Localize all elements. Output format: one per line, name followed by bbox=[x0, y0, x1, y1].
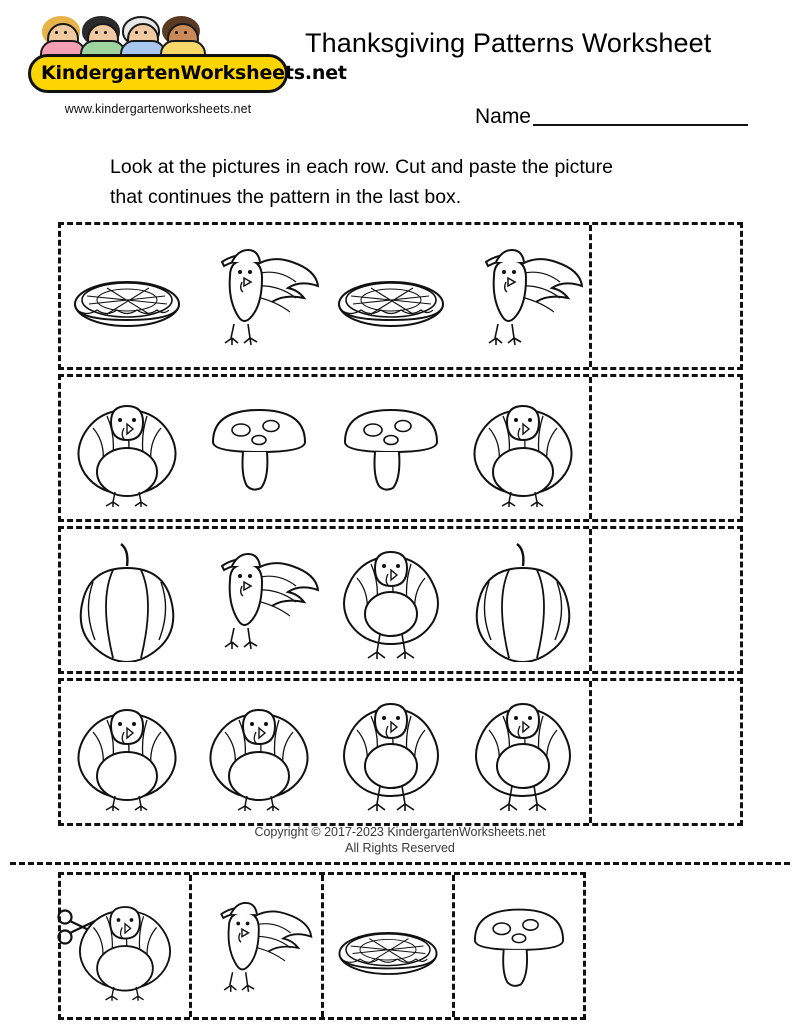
pattern-cell bbox=[61, 377, 193, 519]
cut-divider bbox=[10, 862, 790, 865]
instructions bbox=[110, 152, 710, 212]
turkey-round-icon bbox=[73, 888, 177, 1004]
pattern-cell bbox=[457, 529, 589, 671]
pattern-cell bbox=[193, 681, 325, 823]
pattern-cell bbox=[325, 529, 457, 671]
name-input-line[interactable] bbox=[533, 106, 748, 126]
rights-text: All Rights Reserved bbox=[345, 841, 455, 855]
answer-box[interactable] bbox=[589, 225, 740, 367]
pattern-rows bbox=[58, 222, 743, 830]
pattern-row bbox=[58, 526, 743, 674]
cut-out-item[interactable] bbox=[455, 875, 583, 1017]
worksheet-header bbox=[0, 0, 800, 140]
cut-out-strip bbox=[58, 872, 586, 1020]
turkey-round-icon bbox=[71, 388, 183, 508]
pattern-cell bbox=[325, 681, 457, 823]
pattern-cell bbox=[61, 681, 193, 823]
site-url: www.kindergartenworksheets.net bbox=[64, 102, 252, 116]
pattern-cell bbox=[193, 377, 325, 519]
answer-box[interactable] bbox=[589, 681, 740, 823]
pattern-cell bbox=[457, 225, 589, 367]
turkey-round-icon bbox=[203, 692, 315, 812]
cut-out-item[interactable] bbox=[324, 875, 455, 1017]
instructions-line-1: Look at the pictures in each row. Cut and paste the picture bbox=[110, 156, 613, 178]
cut-out-item[interactable] bbox=[192, 875, 323, 1017]
site-logo bbox=[28, 18, 347, 116]
pattern-cell bbox=[193, 225, 325, 367]
pie-icon bbox=[331, 258, 451, 334]
pumpkin-icon bbox=[465, 538, 581, 662]
turkey-round-icon bbox=[467, 388, 579, 508]
pattern-cell bbox=[61, 529, 193, 671]
page-title: Thanksgiving Patterns Worksheet bbox=[305, 28, 712, 58]
pumpkin-icon bbox=[69, 538, 185, 662]
logo-banner: KindergartenWorksheets.net bbox=[28, 54, 288, 93]
pilgrim-turkey-icon bbox=[197, 891, 315, 1001]
pattern-cell bbox=[61, 225, 193, 367]
pattern-row bbox=[58, 374, 743, 522]
footer-copyright bbox=[0, 824, 800, 856]
pattern-cell bbox=[457, 681, 589, 823]
pilgrim-turkey-icon bbox=[460, 238, 586, 354]
kid-figure-4 bbox=[158, 16, 204, 58]
kids-illustration bbox=[38, 18, 248, 58]
turkey-standing-icon bbox=[335, 538, 447, 662]
pie-icon bbox=[332, 910, 444, 982]
turkey-standing-icon bbox=[467, 690, 579, 814]
mushroom-icon bbox=[205, 400, 313, 496]
turkey-round-icon bbox=[71, 692, 183, 812]
mushroom-icon bbox=[467, 900, 571, 992]
name-label: Name bbox=[474, 105, 531, 128]
pattern-cell bbox=[193, 529, 325, 671]
mushroom-icon bbox=[337, 400, 445, 496]
pilgrim-turkey-icon bbox=[196, 542, 322, 658]
turkey-standing-icon bbox=[335, 690, 447, 814]
pie-icon bbox=[67, 258, 187, 334]
copyright-text: Copyright © 2017-2023 KindergartenWorksheets.net bbox=[254, 825, 546, 839]
answer-box[interactable] bbox=[589, 377, 740, 519]
answer-box[interactable] bbox=[589, 529, 740, 671]
pattern-cell bbox=[325, 225, 457, 367]
pattern-row bbox=[58, 222, 743, 370]
pattern-row bbox=[58, 678, 743, 826]
pilgrim-turkey-icon bbox=[196, 238, 322, 354]
cut-out-item[interactable] bbox=[61, 875, 192, 1017]
pattern-cell bbox=[457, 377, 589, 519]
instructions-line-2: that continues the pattern in the last box. bbox=[110, 186, 462, 208]
pattern-cell bbox=[325, 377, 457, 519]
name-field-row bbox=[475, 105, 748, 129]
